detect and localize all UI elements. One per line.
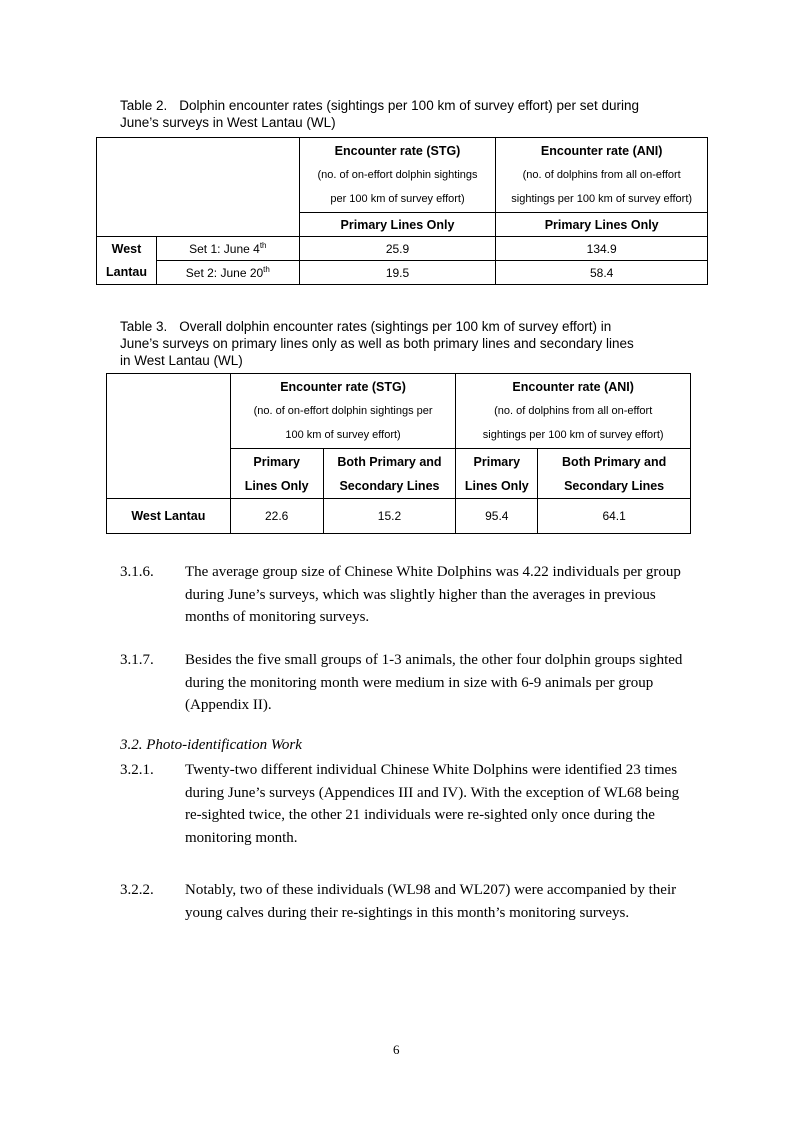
paragraph-text: Twenty-two different individual Chinese White Dolphins were identified 23 times during June’s surveys (Appendices III and IV). With the exception of WL68 being re-sighted twice, the other 21 individuals were re-sighted only once during the monitoring month. (185, 762, 680, 846)
table2-caption (120, 97, 700, 131)
table2-caption-text-2: June’s surveys in West Lantau (WL) (120, 115, 336, 130)
paragraph-text: Besides the five small groups of 1-3 animals, the other four dolphin groups sighted during the monitoring month were medium in size with 6-9 animals per group (Appendix II). (185, 652, 683, 713)
table2-ani-header (496, 138, 708, 213)
table2-row1-stg: 25.9 (299, 237, 496, 261)
paragraph-text: The average group size of Chinese White Dolphins was 4.22 individuals per group during June’s surveys, which was slightly higher than the averages in previous months of monitoring surveys. (185, 564, 681, 625)
table2-ani-title: Encounter rate (ANI) (540, 144, 663, 158)
table3-caption (120, 318, 720, 369)
table3-ani-title: Encounter rate (ANI) (512, 380, 634, 394)
table3-caption-text-3: in West Lantau (WL) (120, 353, 243, 368)
table2-region-line-2: Lantau (97, 261, 157, 285)
table3-value-ani-primary: 95.4 (456, 499, 538, 534)
table2-ani-desc-1: (no. of dolphins from all on-effort (522, 169, 681, 181)
table3-caption-text-1: Overall dolphin encounter rates (sightings per 100 km of survey effort) in (179, 319, 612, 334)
section-heading: 3.2. Photo-identification Work (120, 737, 302, 753)
table3-stg-desc-2: 100 km of survey effort) (285, 429, 401, 441)
table2-caption-number: Table 2. (120, 98, 168, 113)
table2-stg-desc-1: (no. of on-effort dolphin sightings (317, 169, 478, 181)
table3-value-stg-both: 15.2 (323, 499, 456, 534)
table3-value-ani-both: 64.1 (538, 499, 691, 534)
page-number: 6 (393, 1042, 400, 1057)
table2-ani-desc-2: sightings per 100 km of survey effort) (511, 193, 693, 205)
table3-ani-header (456, 374, 691, 449)
table2-row1-set: Set 1: June 4th (156, 237, 299, 261)
table3 (106, 373, 691, 534)
table2-row2-ani: 58.4 (496, 261, 708, 285)
table3-ani-desc-2: sightings per 100 km of survey effort) (482, 429, 664, 441)
table3-caption-text-2: June’s surveys on primary lines only as well as both primary lines and secondary lines (120, 336, 634, 351)
table3-caption-number: Table 3. (120, 319, 168, 334)
table3-stg-header (230, 374, 456, 449)
table2-stg-primary-header: Primary Lines Only (299, 213, 496, 237)
table3-ani-primary-header: Primary Lines Only (456, 449, 538, 499)
table3-stg-desc-1: (no. of on-effort dolphin sightings per (253, 405, 433, 417)
table2-row2-set: Set 2: June 20th (156, 261, 299, 285)
paragraph-3-1-7 (120, 649, 690, 719)
table2-region-line-1: West (97, 237, 157, 261)
paragraph-3-2-2 (120, 879, 690, 949)
table2-stg-header (299, 138, 496, 213)
table3-stg-primary-header: Primary Lines Only (230, 449, 323, 499)
paragraph-number: 3.2.1. (120, 762, 154, 778)
table2-row1-ani: 134.9 (496, 237, 708, 261)
paragraph-3-2-1 (120, 759, 690, 851)
table3-empty-corner (107, 374, 231, 499)
table3-row-label: West Lantau (107, 499, 231, 534)
paragraph-number: 3.1.6. (120, 564, 154, 580)
table2-stg-title: Encounter rate (STG) (334, 144, 461, 158)
paragraph-3-1-6 (120, 561, 690, 631)
table2-empty-corner (97, 138, 300, 237)
paragraph-number: 3.2.2. (120, 882, 154, 898)
paragraph-number: 3.1.7. (120, 652, 154, 668)
paragraph-text: Notably, two of these individuals (WL98 and WL207) were accompanied by their young calves during their re-sightings in this month’s monitoring surveys. (185, 882, 677, 921)
table3-ani-desc-1: (no. of dolphins from all on-effort (494, 405, 653, 417)
table2-caption-text-1: Dolphin encounter rates (sightings per 100 km of survey effort) per set during (179, 98, 640, 113)
table2-stg-desc-2: per 100 km of survey effort) (330, 193, 465, 205)
table2 (96, 137, 708, 285)
table3-stg-both-header: Both Primary and Secondary Lines (323, 449, 456, 499)
table2-row2-stg: 19.5 (299, 261, 496, 285)
table3-value-stg-primary: 22.6 (230, 499, 323, 534)
table3-stg-title: Encounter rate (STG) (280, 380, 406, 394)
table2-ani-primary-header: Primary Lines Only (496, 213, 708, 237)
table3-ani-both-header: Both Primary and Secondary Lines (538, 449, 691, 499)
